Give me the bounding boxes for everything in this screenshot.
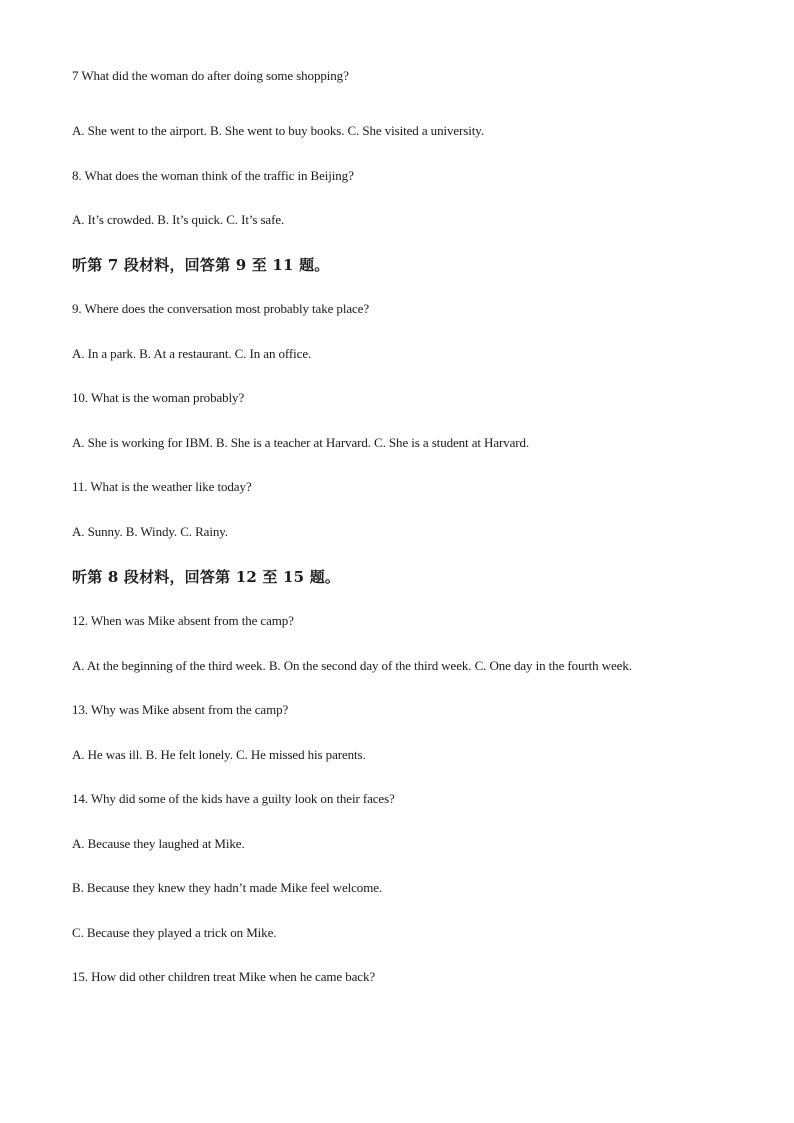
question-14-option-b: B. Because they knew they hadn’t made Mike feel welcome. bbox=[72, 880, 383, 895]
question-10-options: A. She is working for IBM. B. She is a teacher at Harvard. C. She is a student at Harvard. bbox=[72, 435, 530, 450]
question-11: 11. What is the weather like today? bbox=[72, 479, 252, 494]
question-14: 14. Why did some of the kids have a guilty look on their faces? bbox=[72, 791, 395, 806]
section-heading-7: 听第 7 段材料，回答第 9 至 11 题。 bbox=[72, 256, 330, 274]
question-8: 8. What does the woman think of the traffic in Beijing? bbox=[72, 168, 354, 183]
section-heading-8: 听第 8 段材料，回答第 12 至 15 题。 bbox=[72, 568, 341, 586]
question-8-options: A. It’s crowded. B. It’s quick. C. It’s safe. bbox=[72, 212, 285, 227]
question-12: 12. When was Mike absent from the camp? bbox=[72, 613, 294, 628]
question-7-options: A. She went to the airport. B. She went to buy books. C. She visited a university. bbox=[72, 123, 484, 138]
question-14-option-c: C. Because they played a trick on Mike. bbox=[72, 925, 277, 940]
question-15: 15. How did other children treat Mike when he came back? bbox=[72, 969, 376, 984]
question-13: 13. Why was Mike absent from the camp? bbox=[72, 702, 289, 717]
question-9: 9. Where does the conversation most probably take place? bbox=[72, 301, 370, 316]
question-11-options: A. Sunny. B. Windy. C. Rainy. bbox=[72, 524, 228, 539]
question-12-options: A. At the beginning of the third week. B. On the second day of the third week. C. One day in the fourth week. bbox=[72, 658, 632, 673]
question-13-options: A. He was ill. B. He felt lonely. C. He missed his parents. bbox=[72, 747, 366, 762]
question-10: 10. What is the woman probably? bbox=[72, 390, 245, 405]
question-14-option-a: A. Because they laughed at Mike. bbox=[72, 836, 245, 851]
question-9-options: A. In a park. B. At a restaurant. C. In an office. bbox=[72, 346, 312, 361]
question-7: 7 What did the woman do after doing some shopping? bbox=[72, 68, 349, 83]
